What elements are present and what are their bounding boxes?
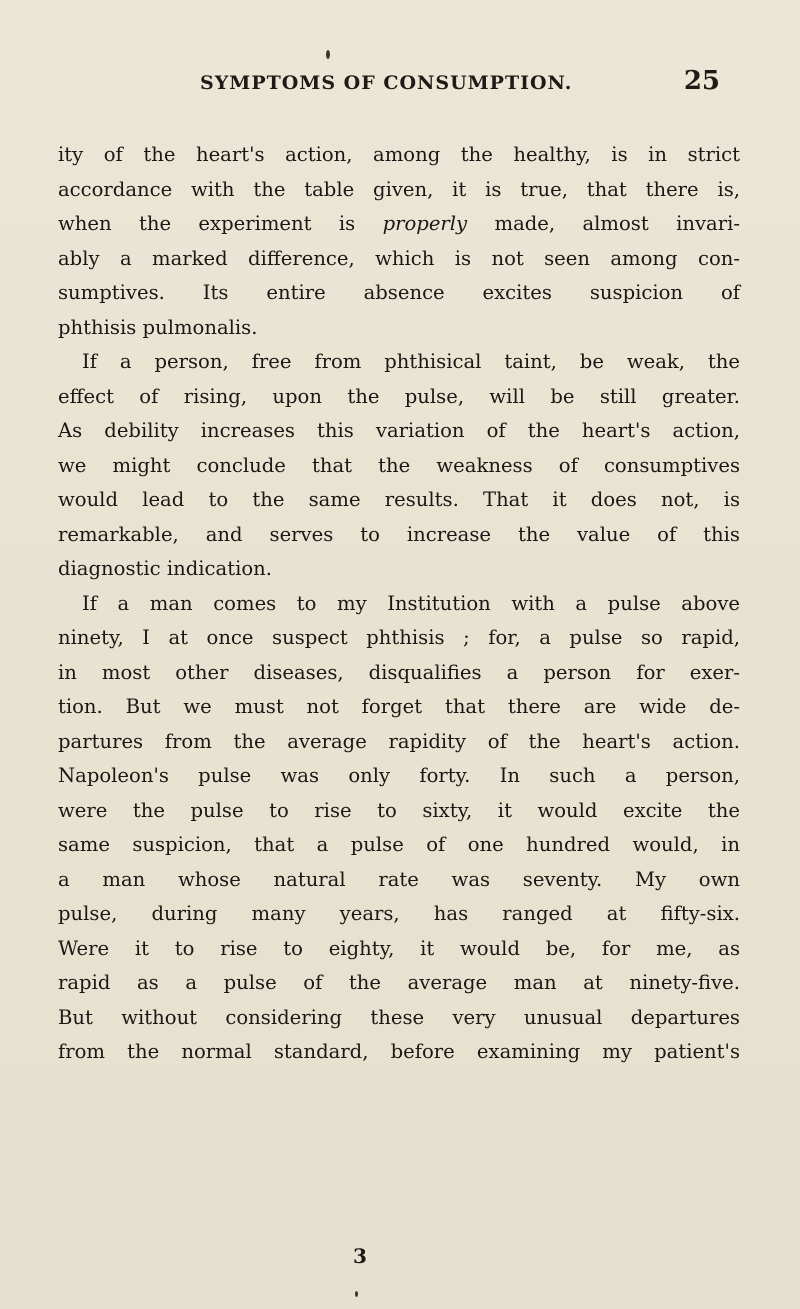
text-line: ninety, I at once suspect phthisis ; for, a pulse so rapid, [58, 626, 740, 649]
text-line: we might conclude that the weakness of consumptives [58, 453, 740, 477]
text-line: accordance with the table given, it is true, that there is, [58, 177, 740, 201]
text-line: same suspicion, that a pulse of one hundred would, in [58, 833, 740, 856]
text-line: As debility increases this variation of the heart's action, [58, 419, 740, 442]
text-line: remarkable, and serves to increase the value of this [58, 522, 740, 546]
text-line: were the pulse to rise to sixty, it would excite the [58, 798, 740, 822]
text-line: would lead to the same results. That it does not, is [58, 488, 740, 511]
signature-mark: 3 [353, 1244, 367, 1268]
text-line: ably a marked difference, which is not seen among con- [58, 246, 740, 270]
page-header [200, 64, 720, 104]
text-line: But without considering these very unusual departures [58, 1005, 740, 1029]
text-line: effect of rising, upon the pulse, will be still greater. [58, 384, 740, 408]
text-line: diagnostic indication. [58, 557, 272, 580]
emphasis: properly [382, 212, 468, 235]
text-line: Napoleon's pulse was only forty. In such a person, [58, 764, 740, 787]
text-line: If a man comes to my Institution with a pulse above [82, 591, 740, 615]
text-line: pulse, during many years, has ranged at fifty-six. [58, 902, 740, 925]
text-line: tion. But we must not forget that there are wide de- [58, 695, 740, 718]
page-number: 25 [683, 66, 720, 96]
text-line: If a person, free from phthisical taint, be weak, the [82, 350, 740, 373]
text-line: from the normal standard, before examining my patient's [58, 1040, 740, 1063]
ink-speck [326, 50, 330, 59]
text-line: a man whose natural rate was seventy. My own [58, 867, 740, 891]
text-line: ity of the heart's action, among the healthy, is in strict [58, 143, 740, 166]
ink-speck [355, 1291, 358, 1297]
body-text [58, 138, 740, 1070]
text-line: rapid as a pulse of the average man at ninety-five. [58, 971, 740, 994]
text-line: partures from the average rapidity of the heart's action. [58, 729, 740, 753]
running-head: SYMPTOMS OF CONSUMPTION. [200, 72, 573, 94]
text-line: phthisis pulmonalis. [58, 315, 258, 339]
text-line: in most other diseases, disqualifies a person for exer- [58, 660, 740, 684]
text-line: sumptives. Its entire absence excites suspicion of [58, 281, 740, 304]
text-line: Were it to rise to eighty, it would be, for me, as [58, 936, 740, 960]
text-line: when the experiment is properly made, almost invari- [58, 212, 740, 235]
